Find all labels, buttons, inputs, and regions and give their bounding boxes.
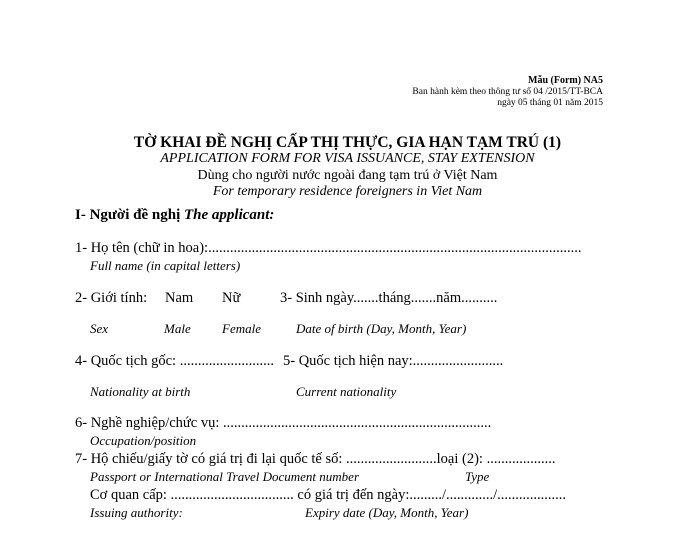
form-title-english: APPLICATION FORM FOR VISA ISSUANCE, STAY EXTENSION [160, 151, 535, 166]
date-of-birth-field[interactable]: 3- Sinh ngày.......tháng.......năm.......... [280, 290, 498, 306]
current-nationality-field[interactable]: 5- Quốc tịch hiện nay:......................... [283, 353, 504, 369]
male-label-en: Male [164, 321, 191, 336]
section-heading-vn: I- Người đề nghị [75, 207, 181, 223]
female-label-en: Female [222, 321, 261, 336]
form-code: Mẫu (Form) NA5 [528, 75, 603, 86]
nationality-at-birth-field[interactable]: 4- Quốc tịch gốc: .......................... [75, 353, 274, 369]
sex-label-en: Sex [90, 321, 109, 336]
issued-with: Ban hành kèm theo thông tư số 04 /2015/TT-BCA [412, 87, 603, 97]
current-nationality-label-en: Current nationality [296, 384, 397, 399]
form-subtitle-vn: Dùng cho người nước ngoài đang tạm trú ở Việt Nam [197, 168, 498, 183]
nationality-at-birth-label-en: Nationality at birth [90, 384, 191, 399]
issued-date: ngày 05 tháng 01 năm 2015 [497, 98, 603, 108]
full-name-label-en: Full name (in capital letters) [90, 258, 241, 273]
full-name-field[interactable]: 1- Họ tên (chữ in hoa):....................................................................................................... [75, 240, 582, 256]
sex-option-male[interactable]: Nam [165, 290, 194, 306]
form-subtitle-en: For temporary residence foreigners in Viet Nam [212, 184, 483, 199]
sex-option-female[interactable]: Nữ [222, 290, 241, 306]
passport-number-field[interactable]: 7- Hộ chiếu/giấy tờ có giá trị đi lại quốc tế số: .........................loại (2): ................... [75, 451, 556, 467]
occupation-field[interactable]: 6- Nghề nghiệp/chức vụ: .......................................................................... [75, 415, 492, 431]
section-heading [75, 207, 274, 224]
dob-label-en: Date of birth (Day, Month, Year) [296, 321, 467, 336]
section-heading-en: The applicant: [184, 207, 275, 223]
passport-type-label-en: Type [465, 469, 490, 484]
passport-number-label-en: Passport or International Travel Document number [90, 469, 360, 484]
expiry-date-label-en: Expiry date (Day, Month, Year) [305, 505, 469, 520]
form-title: TỜ KHAI ĐỀ NGHỊ CẤP THỊ THỰC, GIA HẠN TẠM TRÚ (1) [133, 134, 562, 151]
issuing-authority-label-en: Issuing authority: [90, 505, 183, 520]
sex-label: 2- Giới tính: [75, 290, 148, 306]
occupation-label-en: Occupation/position [90, 433, 197, 448]
issuing-authority-field[interactable]: Cơ quan cấp: .................................. có giá trị đến ngày:........./............./................... [90, 487, 567, 503]
